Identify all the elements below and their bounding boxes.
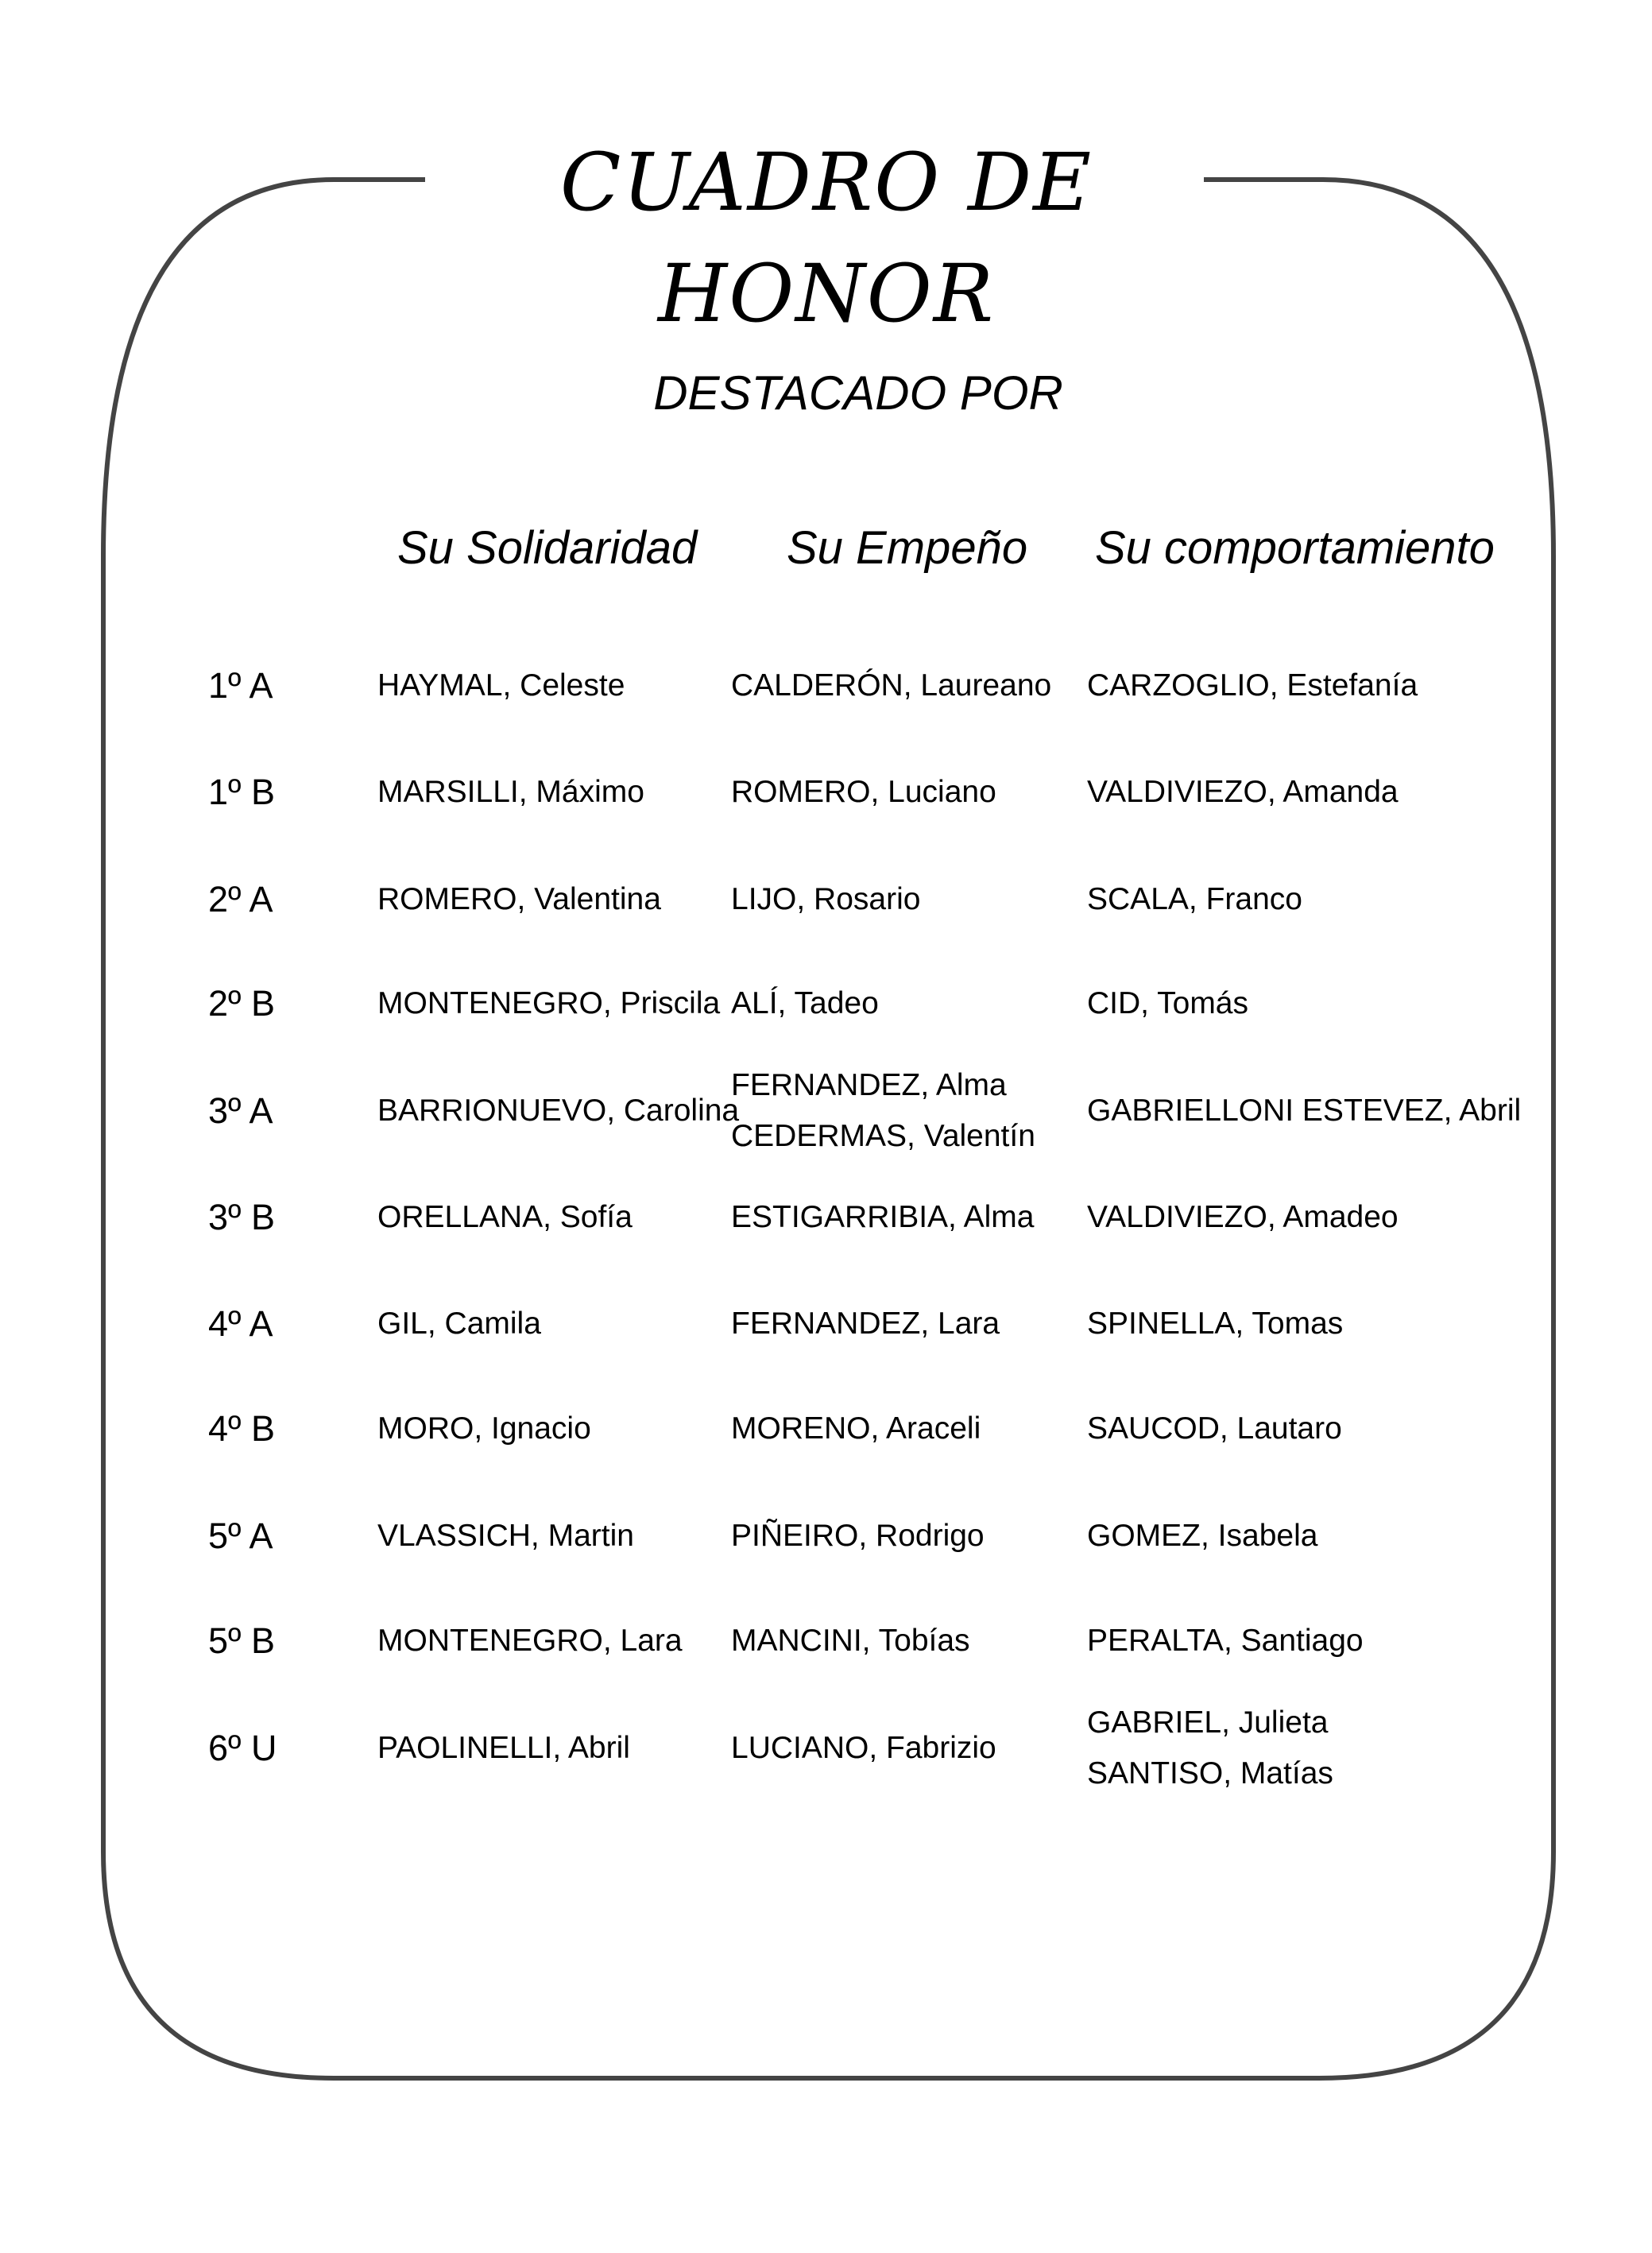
grade-label: 4º B bbox=[208, 1408, 275, 1449]
student-name-empeno: CALDERÓN, Laureano bbox=[731, 668, 1052, 703]
student-name-solidaridad: MONTENEGRO, Priscila bbox=[377, 986, 721, 1020]
student-name-comportamiento: VALDIVIEZO, Amanda bbox=[1087, 775, 1399, 809]
student-name-comportamiento: PERALTA, Santiago bbox=[1087, 1624, 1364, 1658]
column-header-solidaridad: Su Solidaridad bbox=[397, 522, 698, 574]
grade-label: 5º B bbox=[208, 1620, 275, 1661]
student-name-empeno: FERNANDEZ, Alma bbox=[731, 1068, 1007, 1102]
student-name-empeno: ALÍ, Tadeo bbox=[731, 986, 879, 1020]
student-name-solidaridad: PAOLINELLI, Abril bbox=[377, 1731, 630, 1765]
section-subtitle: DESTACADO POR bbox=[653, 366, 1063, 420]
student-name-empeno: FERNANDEZ, Lara bbox=[731, 1307, 1000, 1341]
grade-label: 4º A bbox=[208, 1303, 273, 1344]
student-name-empeno: ROMERO, Luciano bbox=[731, 775, 996, 809]
grade-label: 5º A bbox=[208, 1516, 273, 1556]
student-name-empeno: PIÑEIRO, Rodrigo bbox=[731, 1519, 985, 1553]
student-name-solidaridad: ROMERO, Valentina bbox=[377, 882, 661, 916]
student-name-empeno: MORENO, Araceli bbox=[731, 1411, 981, 1446]
student-name-solidaridad: VLASSICH, Martin bbox=[377, 1519, 634, 1553]
column-header-empeno: Su Empeño bbox=[787, 522, 1028, 574]
student-name-empeno: CEDERMAS, Valentín bbox=[731, 1119, 1035, 1153]
student-name-comportamiento: GABRIEL, Julieta bbox=[1087, 1705, 1329, 1740]
student-name-solidaridad: MARSILLI, Máximo bbox=[377, 775, 644, 809]
student-name-empeno: ESTIGARRIBIA, Alma bbox=[731, 1200, 1035, 1234]
student-name-comportamiento: SANTISO, Matías bbox=[1087, 1756, 1333, 1790]
student-name-empeno: MANCINI, Tobías bbox=[731, 1624, 970, 1658]
student-name-solidaridad: MONTENEGRO, Lara bbox=[377, 1624, 683, 1658]
student-name-comportamiento: CARZOGLIO, Estefanía bbox=[1087, 668, 1418, 703]
student-name-solidaridad: BARRIONUEVO, Carolina bbox=[377, 1094, 740, 1128]
student-name-comportamiento: SPINELLA, Tomas bbox=[1087, 1307, 1344, 1341]
grade-label: 3º B bbox=[208, 1197, 275, 1237]
grade-label: 1º B bbox=[208, 772, 275, 812]
student-name-comportamiento: GABRIELLONI ESTEVEZ, Abril bbox=[1087, 1094, 1522, 1128]
student-name-solidaridad: HAYMAL, Celeste bbox=[377, 668, 625, 703]
student-name-solidaridad: ORELLANA, Sofía bbox=[377, 1200, 633, 1234]
grade-label: 2º A bbox=[208, 879, 273, 919]
student-name-comportamiento: VALDIVIEZO, Amadeo bbox=[1087, 1200, 1399, 1234]
column-header-comportamiento: Su comportamiento bbox=[1095, 522, 1495, 574]
page-title: CUADRO DE HONOR bbox=[559, 136, 1093, 340]
student-name-comportamiento: SAUCOD, Lautaro bbox=[1087, 1411, 1342, 1446]
student-name-comportamiento: CID, Tomás bbox=[1087, 986, 1248, 1020]
grade-label: 2º B bbox=[208, 983, 275, 1024]
student-name-empeno: LUCIANO, Fabrizio bbox=[731, 1731, 996, 1765]
student-name-solidaridad: MORO, Ignacio bbox=[377, 1411, 591, 1446]
student-name-comportamiento: SCALA, Franco bbox=[1087, 882, 1302, 916]
student-name-empeno: LIJO, Rosario bbox=[731, 882, 921, 916]
grade-label: 3º A bbox=[208, 1090, 273, 1131]
student-name-solidaridad: GIL, Camila bbox=[377, 1307, 541, 1341]
grade-label: 6º U bbox=[208, 1728, 277, 1768]
student-name-comportamiento: GOMEZ, Isabela bbox=[1087, 1519, 1318, 1553]
grade-label: 1º A bbox=[208, 665, 273, 706]
